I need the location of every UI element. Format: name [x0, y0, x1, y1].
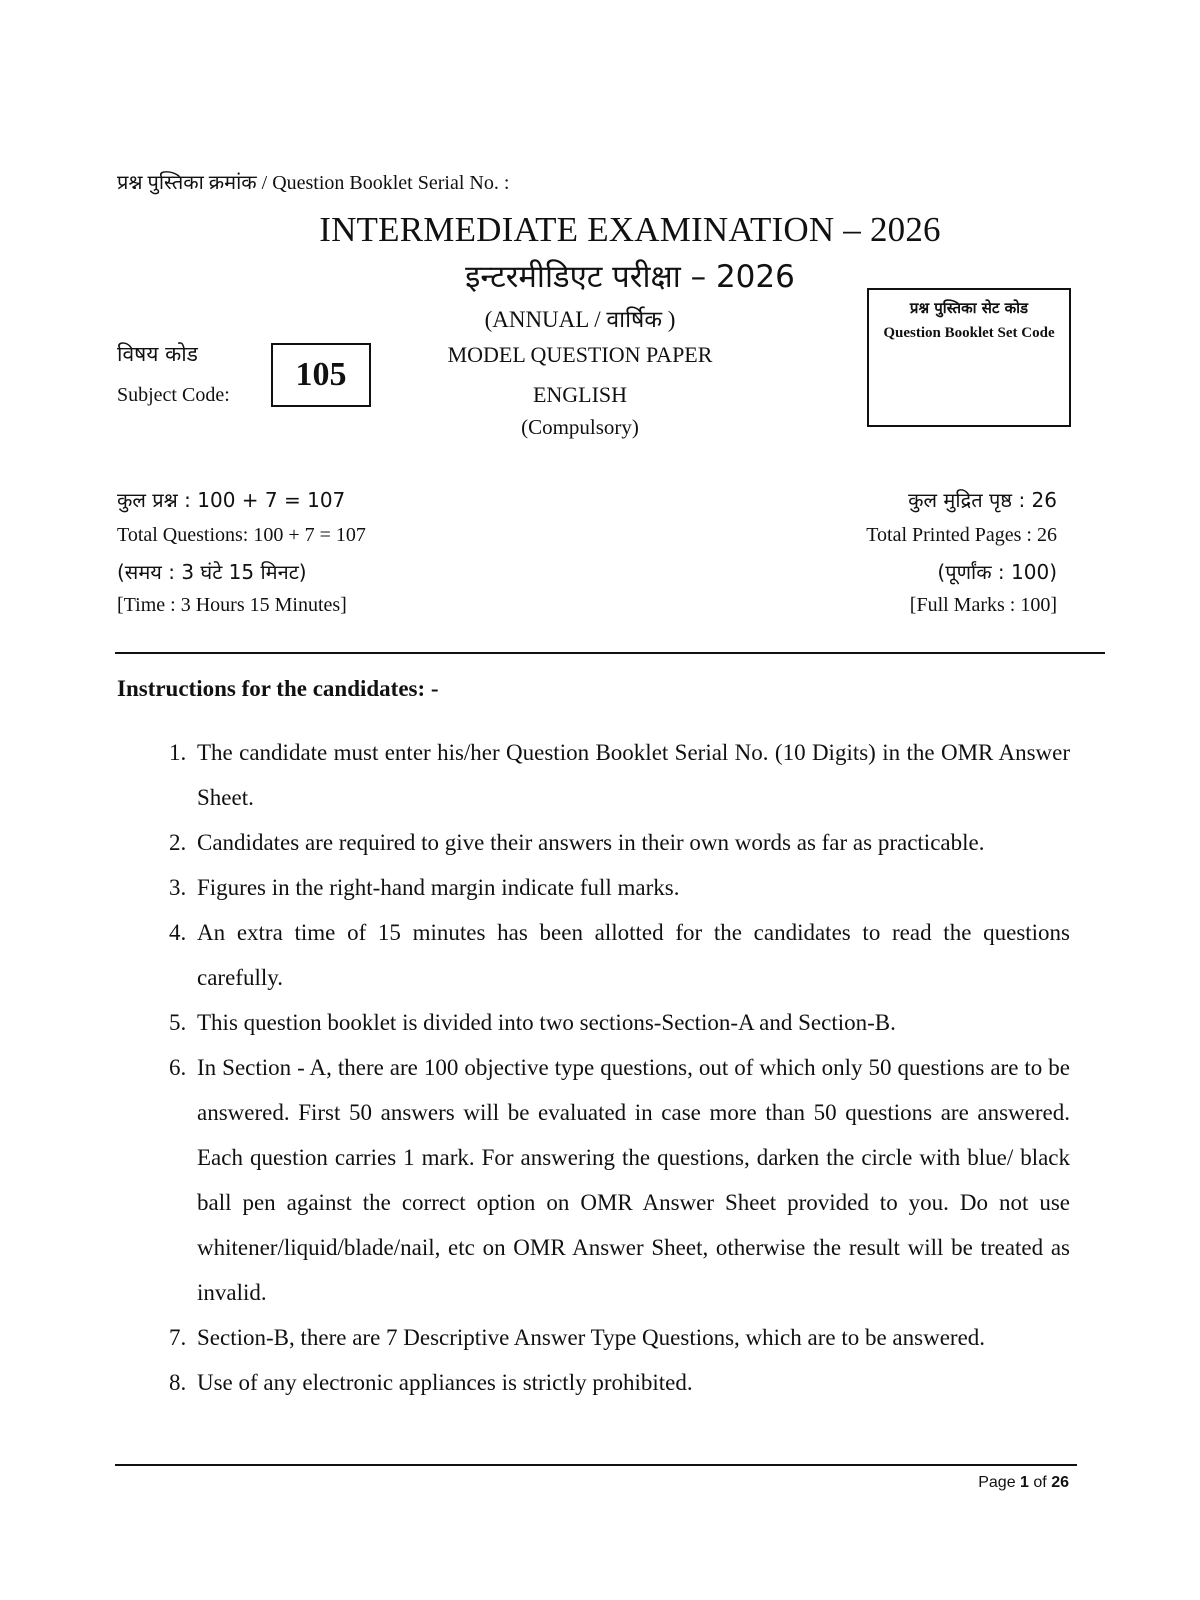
instruction-item: [117, 1000, 1070, 1045]
instruction-number: 3.: [169, 875, 187, 900]
page-current: 1: [1020, 1474, 1029, 1491]
page-of: of: [1033, 1474, 1047, 1491]
instruction-text: An extra time of 15 minutes has been allotted for the candidates to read the questions carefully.: [197, 920, 1070, 990]
instruction-text: This question booklet is divided into two sections-Section-A and Section-B.: [197, 1010, 896, 1035]
header-divider: [115, 652, 1105, 654]
subject-code-label: Subject Code:: [117, 384, 230, 406]
instruction-number: 6.: [169, 1055, 187, 1080]
instruction-text: Use of any electronic appliances is strictly prohibited.: [197, 1370, 693, 1395]
set-code-label: Question Booklet Set Code: [883, 325, 1055, 341]
instruction-text: Figures in the right-hand margin indicate full marks.: [197, 875, 680, 900]
instruction-item: [117, 1315, 1070, 1360]
footer-divider: [115, 1464, 1077, 1466]
instruction-text: Section-B, there are 7 Descriptive Answer Type Questions, which are to be answered.: [197, 1325, 986, 1350]
instruction-item: [117, 910, 1070, 1000]
booklet-set-code-box: [867, 288, 1071, 427]
model-paper-label: MODEL QUESTION PAPER: [447, 342, 713, 367]
instruction-text: Candidates are required to give their answers in their own words as far as practicable.: [197, 830, 985, 855]
instruction-item: [117, 1360, 1070, 1405]
page-number: [978, 1474, 1069, 1492]
instruction-number: 4.: [169, 920, 187, 945]
instruction-number: 1.: [169, 740, 187, 765]
time-duration: [Time : 3 Hours 15 Minutes]: [117, 594, 347, 616]
subject-name: ENGLISH: [532, 382, 628, 407]
total-questions-hindi: कुल प्रश्न : 100 + 7 = 107: [117, 488, 346, 512]
page-label: Page: [978, 1474, 1016, 1491]
full-marks-hindi: (पूर्णांक : 100): [937, 560, 1057, 584]
instruction-number: 7.: [169, 1325, 187, 1350]
instruction-item: [117, 730, 1070, 820]
full-marks: [Full Marks : 100]: [909, 594, 1057, 616]
total-printed-pages: Total Printed Pages : 26: [866, 524, 1057, 546]
exam-title-hindi: इन्टरमीडिएट परीक्षा – 2026: [465, 259, 795, 295]
instruction-item: [117, 820, 1070, 865]
total-questions: Total Questions: 100 + 7 = 107: [117, 524, 366, 546]
subject-type: (Compulsory): [521, 415, 639, 439]
question-booklet-serial-label: प्रश्न पुस्तिका क्रमांक / Question Booklet Serial No. :: [117, 172, 510, 194]
instructions-list: [117, 730, 1070, 1405]
instruction-text: In Section - A, there are 100 objective type questions, out of which only 50 questions are to be answered. First 50 answers will be evaluated in case more than 50 questions are answered. Each question carries 1 mark. For answering the questions, darken the circle with blue/ black ball pen against the correct option on OMR Answer Sheet provided to you. Do not use whitener/liquid/blade/nail, etc on OMR Answer Sheet, otherwise the result will be treated as invalid.: [197, 1055, 1070, 1305]
instruction-text: The candidate must enter his/her Question Booklet Serial No. (10 Digits) in the OMR Answer Sheet.: [197, 740, 1070, 810]
instruction-number: 2.: [169, 830, 187, 855]
subject-code-box: [271, 343, 371, 407]
instructions-heading: Instructions for the candidates: -: [117, 676, 439, 701]
time-hindi: (समय : 3 घंटे 15 मिनट): [117, 560, 307, 584]
instruction-number: 5.: [169, 1010, 187, 1035]
subject-code-label-hindi: विषय कोड: [117, 342, 198, 366]
instruction-item: [117, 865, 1070, 910]
page-total: 26: [1051, 1474, 1069, 1491]
instruction-number: 8.: [169, 1370, 187, 1395]
exam-title-english: INTERMEDIATE EXAMINATION – 2026: [319, 210, 941, 249]
exam-type: (ANNUAL / वार्षिक ): [484, 307, 676, 332]
total-pages-hindi: कुल मुद्रित पृष्ठ : 26: [908, 488, 1057, 512]
subject-code-value: 105: [295, 356, 347, 393]
instruction-item: [117, 1045, 1070, 1315]
set-code-label-hindi: प्रश्न पुस्तिका सेट कोड: [909, 299, 1029, 317]
